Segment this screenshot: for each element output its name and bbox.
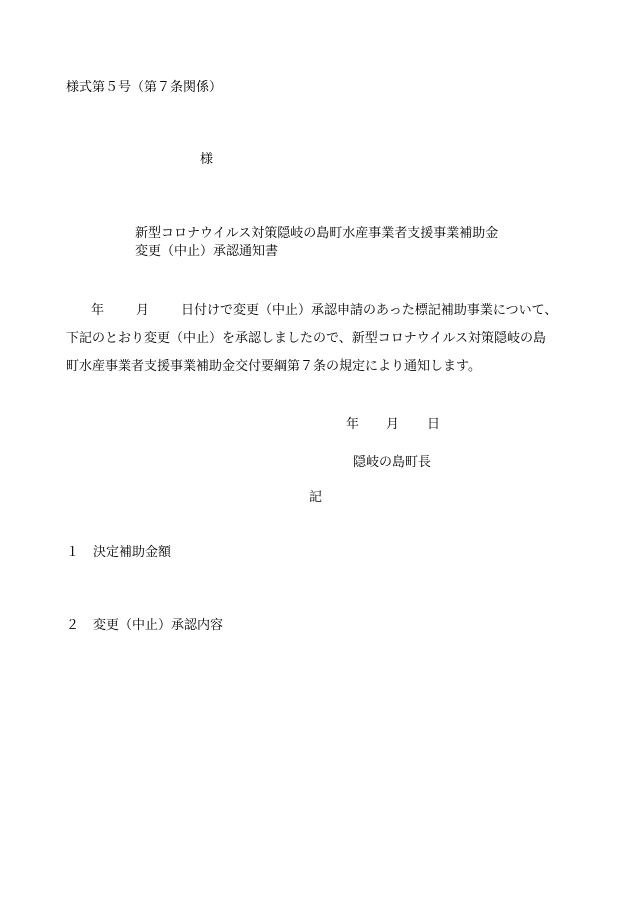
- document-title-line1: 新型コロナウイルス対策隠岐の島町水産事業者支援事業補助金: [135, 226, 499, 241]
- body-line1-rest: 日付けで変更（中止）承認申請のあった標記補助事業について、: [181, 303, 558, 318]
- addressee-suffix: 様: [200, 152, 214, 167]
- body-line1: [91, 303, 557, 319]
- item-number: ２: [66, 618, 80, 633]
- list-item: [66, 618, 223, 634]
- date-line: [346, 417, 440, 433]
- item-number: １: [66, 545, 80, 560]
- ki-heading: 記: [309, 490, 323, 505]
- form-number: 様式第５号（第７条関係）: [66, 80, 223, 95]
- date-year: 年: [346, 417, 360, 432]
- issuer: 隠岐の島町長: [353, 455, 432, 470]
- body-year: 年: [91, 303, 105, 318]
- item-label: 変更（中止）承認内容: [93, 618, 224, 633]
- body-line3: 町水産事業者支援事業補助金交付要綱第７条の規定により通知します。: [66, 359, 481, 374]
- list-item: [66, 545, 171, 561]
- date-day: 日: [427, 417, 441, 432]
- date-month: 月: [386, 417, 400, 432]
- document-title-line2: 変更（中止）承認通知書: [135, 244, 279, 259]
- item-label: 決定補助金額: [93, 545, 172, 560]
- body-line2: 下記のとおり変更（中止）を承認しましたので、新型コロナウイルス対策隠岐の島: [66, 331, 546, 346]
- body-month: 月: [136, 303, 150, 318]
